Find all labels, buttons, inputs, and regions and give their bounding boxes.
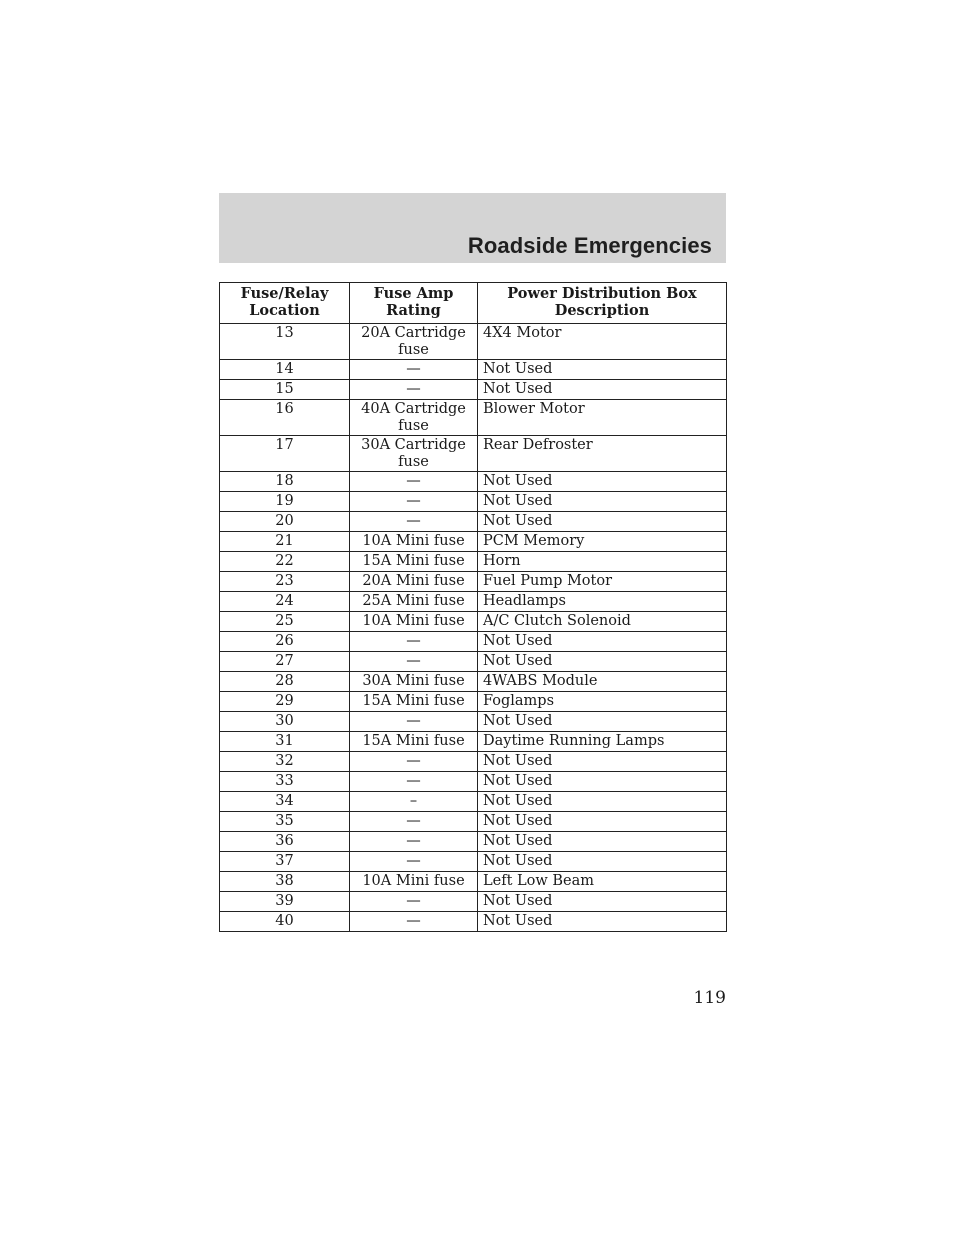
table-row [220,792,727,812]
fuse-rating-cell: — [350,472,478,492]
fuse-description-cell: Not Used [478,472,727,492]
fuse-location-cell: 32 [220,752,350,772]
fuse-location-cell: 21 [220,532,350,552]
table-header-row [220,283,727,324]
table-row [220,512,727,532]
fuse-description-cell: Not Used [478,492,727,512]
fuse-description-cell: Not Used [478,772,727,792]
fuse-rating-cell: 15A Mini fuse [350,732,478,752]
fuse-description-cell: Not Used [478,712,727,732]
fuse-rating-cell: 25A Mini fuse [350,592,478,612]
fuse-location-cell: 37 [220,852,350,872]
table-row [220,772,727,792]
column-header-location: Fuse/Relay Location [220,283,350,324]
table-row [220,912,727,932]
fuse-location-cell: 29 [220,692,350,712]
fuse-rating-cell: — [350,912,478,932]
fuse-description-cell: Not Used [478,632,727,652]
fuse-location-cell: 19 [220,492,350,512]
fuse-description-cell: Rear Defroster [478,436,727,472]
table-row [220,472,727,492]
fuse-rating-cell: 40A Cartridge fuse [350,400,478,436]
fuse-rating-cell: — [350,772,478,792]
table-row [220,492,727,512]
fuse-description-cell: Blower Motor [478,400,727,436]
fuse-rating-cell: — [350,852,478,872]
fuse-location-cell: 40 [220,912,350,932]
fuse-rating-cell: 30A Cartridge fuse [350,436,478,472]
fuse-location-cell: 31 [220,732,350,752]
fuse-location-cell: 17 [220,436,350,472]
fuse-rating-cell: 10A Mini fuse [350,532,478,552]
fuse-rating-cell: 15A Mini fuse [350,552,478,572]
fuse-description-cell: Horn [478,552,727,572]
table-row [220,612,727,632]
fuse-location-cell: 30 [220,712,350,732]
fuse-location-cell: 16 [220,400,350,436]
fuse-location-cell: 24 [220,592,350,612]
fuse-location-cell: 26 [220,632,350,652]
fuse-description-cell: Left Low Beam [478,872,727,892]
fuse-rating-cell: — [350,892,478,912]
fuse-rating-cell: — [350,492,478,512]
fuse-location-cell: 38 [220,872,350,892]
fuse-description-cell: Not Used [478,380,727,400]
fuse-rating-cell: 20A Cartridge fuse [350,324,478,360]
fuse-description-cell: Not Used [478,792,727,812]
column-header-description: Power Distribution Box Description [478,283,727,324]
fuse-rating-cell: — [350,360,478,380]
fuse-description-cell: Not Used [478,752,727,772]
table-row [220,552,727,572]
table-row [220,400,727,436]
table-row [220,732,727,752]
table-row [220,892,727,912]
fuse-location-cell: 20 [220,512,350,532]
fuse-description-cell: Not Used [478,512,727,532]
table-row [220,632,727,652]
fuse-description-cell: Not Used [478,832,727,852]
fuse-description-cell: Not Used [478,912,727,932]
fuse-location-cell: 28 [220,672,350,692]
table-row [220,672,727,692]
fuse-location-cell: 18 [220,472,350,492]
fuse-location-cell: 34 [220,792,350,812]
table-row [220,592,727,612]
fuse-description-cell: Not Used [478,652,727,672]
fuse-location-cell: 14 [220,360,350,380]
fuse-description-cell: PCM Memory [478,532,727,552]
fuse-table [219,282,727,932]
table-row [220,324,727,360]
fuse-rating-cell: — [350,812,478,832]
fuse-rating-cell: – [350,792,478,812]
fuse-rating-cell: — [350,752,478,772]
fuse-rating-cell: — [350,380,478,400]
fuse-rating-cell: 15A Mini fuse [350,692,478,712]
table-row [220,532,727,552]
fuse-description-cell: Not Used [478,852,727,872]
fuse-rating-cell: — [350,632,478,652]
table-row [220,692,727,712]
fuse-location-cell: 36 [220,832,350,852]
section-title: Roadside Emergencies [467,233,712,258]
fuse-description-cell: Fuel Pump Motor [478,572,727,592]
fuse-description-cell: Headlamps [478,592,727,612]
page-number: 119 [693,988,726,1008]
table-row [220,832,727,852]
table-row [220,360,727,380]
fuse-rating-cell: — [350,512,478,532]
fuse-rating-cell: — [350,712,478,732]
table-row [220,652,727,672]
table-row [220,712,727,732]
fuse-location-cell: 33 [220,772,350,792]
fuse-location-cell: 15 [220,380,350,400]
table-row [220,572,727,592]
fuse-rating-cell: 10A Mini fuse [350,612,478,632]
table-row [220,852,727,872]
table-row [220,872,727,892]
fuse-rating-cell: 20A Mini fuse [350,572,478,592]
fuse-description-cell: 4WABS Module [478,672,727,692]
fuse-rating-cell: — [350,652,478,672]
fuse-description-cell: 4X4 Motor [478,324,727,360]
fuse-description-cell: Not Used [478,812,727,832]
fuse-description-cell: Foglamps [478,692,727,712]
section-header-band [219,193,726,263]
table-row [220,436,727,472]
fuse-location-cell: 25 [220,612,350,632]
fuse-rating-cell: 10A Mini fuse [350,872,478,892]
fuse-location-cell: 35 [220,812,350,832]
fuse-description-cell: Not Used [478,892,727,912]
fuse-location-cell: 13 [220,324,350,360]
fuse-description-cell: Not Used [478,360,727,380]
table-row [220,812,727,832]
table-row [220,380,727,400]
fuse-description-cell: A/C Clutch Solenoid [478,612,727,632]
fuse-rating-cell: 30A Mini fuse [350,672,478,692]
fuse-location-cell: 27 [220,652,350,672]
column-header-rating: Fuse Amp Rating [350,283,478,324]
fuse-location-cell: 23 [220,572,350,592]
fuse-rating-cell: — [350,832,478,852]
table-row [220,752,727,772]
fuse-location-cell: 39 [220,892,350,912]
fuse-location-cell: 22 [220,552,350,572]
fuse-description-cell: Daytime Running Lamps [478,732,727,752]
